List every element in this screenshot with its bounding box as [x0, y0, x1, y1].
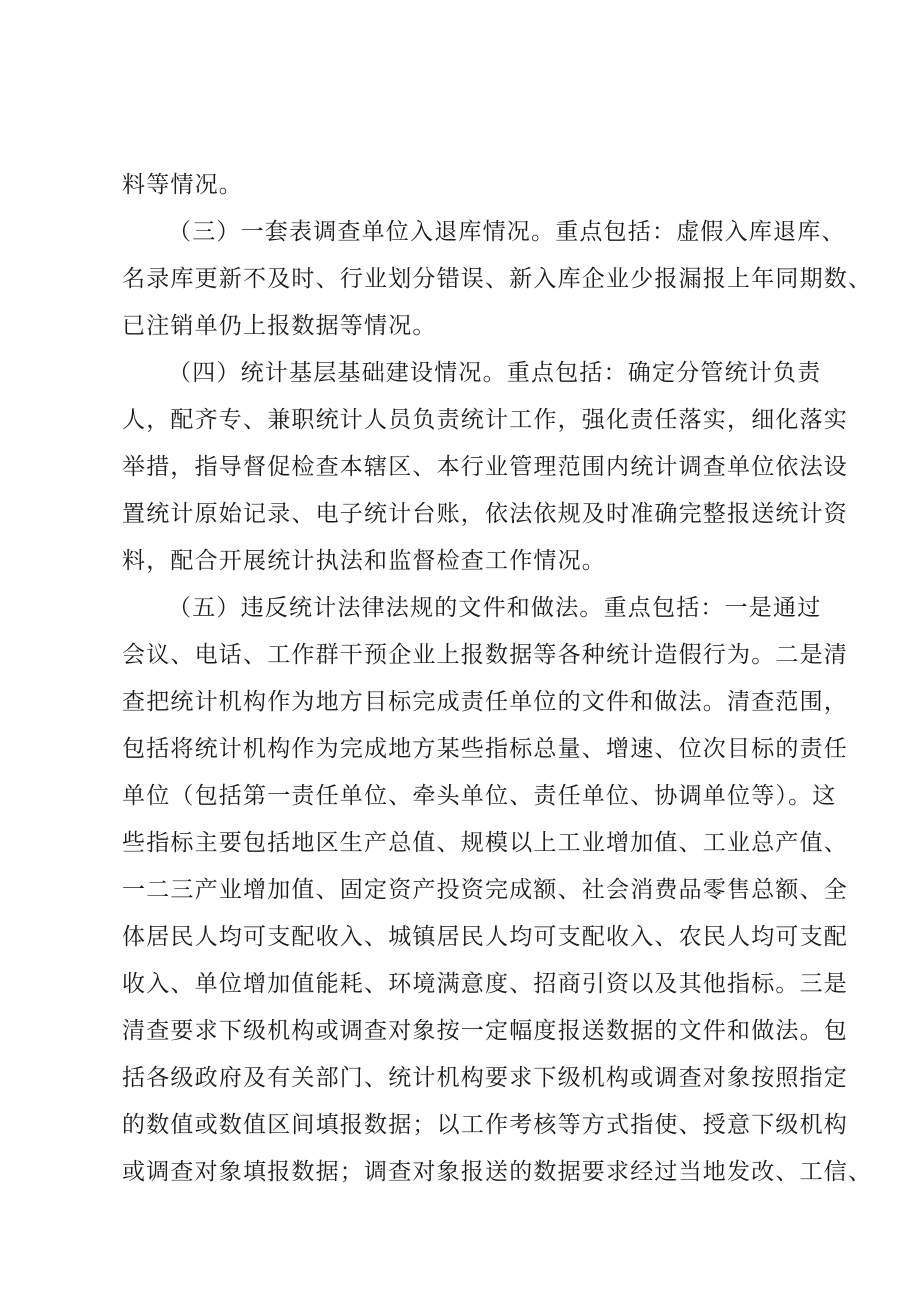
text-line: 置统计原始记录、电子统计台账，依法依规及时准确完整报送统计资 [122, 501, 848, 527]
text-line: 举措，指导督促检查本辖区、本行业管理范围内统计调查单位依法设 [122, 454, 848, 480]
text-line: 或调查对象填报数据；调查对象报送的数据要求经过当地发改、工信、 [122, 1159, 873, 1185]
paragraph-section-three [122, 209, 873, 350]
text-line: 已注销单仍上报数据等情况。 [122, 313, 437, 339]
paragraph-continuation [122, 162, 810, 209]
text-line: 单位（包括第一责任单位、牵头单位、责任单位、协调单位等）。这 [122, 783, 837, 809]
text-line: （五）违反统计法律法规的文件和做法。重点包括：一是通过 [168, 595, 822, 621]
text-line: 料，配合开展统计执法和监督检查工作情况。 [122, 548, 606, 574]
text-line: 清查要求下级机构或调查对象按一定幅度报送数据的文件和做法。包 [122, 1018, 848, 1044]
text-line: 料等情况。 [122, 172, 243, 198]
text-line: 一二三产业增加值、固定资产投资完成额、社会消费品零售总额、全 [122, 877, 848, 903]
text-line: 的数值或数值区间填报数据；以工作考核等方式指使、授意下级机构 [122, 1112, 848, 1138]
text-line: （四）统计基层基础建设情况。重点包括：确定分管统计负责 [168, 360, 822, 386]
text-line: 查把统计机构作为地方目标完成责任单位的文件和做法。清查范围， [122, 689, 848, 715]
paragraph-section-four [122, 350, 848, 585]
text-line: 些指标主要包括地区生产总值、规模以上工业增加值、工业总产值、 [122, 830, 848, 856]
paragraph-section-five [122, 585, 873, 1196]
text-line: 括各级政府及有关部门、统计机构要求下级机构或调查对象按照指定 [122, 1065, 848, 1091]
text-line: 名录库更新不及时、行业划分错误、新入库企业少报漏报上年同期数、 [122, 266, 873, 292]
text-line: 收入、单位增加值能耗、环境满意度、招商引资以及其他指标。三是 [122, 971, 848, 997]
text-line: 包括将统计机构作为完成地方某些指标总量、增速、位次目标的责任 [122, 736, 848, 762]
document-body [122, 162, 873, 1196]
text-line: 人，配齐专、兼职统计人员负责统计工作，强化责任落实，细化落实 [122, 407, 848, 433]
text-line: （三）一套表调查单位入退库情况。重点包括：虚假入库退库、 [168, 219, 846, 245]
text-line: 会议、电话、工作群干预企业上报数据等各种统计造假行为。二是清 [122, 642, 848, 668]
text-line: 体居民人均可支配收入、城镇居民人均可支配收入、农民人均可支配 [122, 924, 848, 950]
